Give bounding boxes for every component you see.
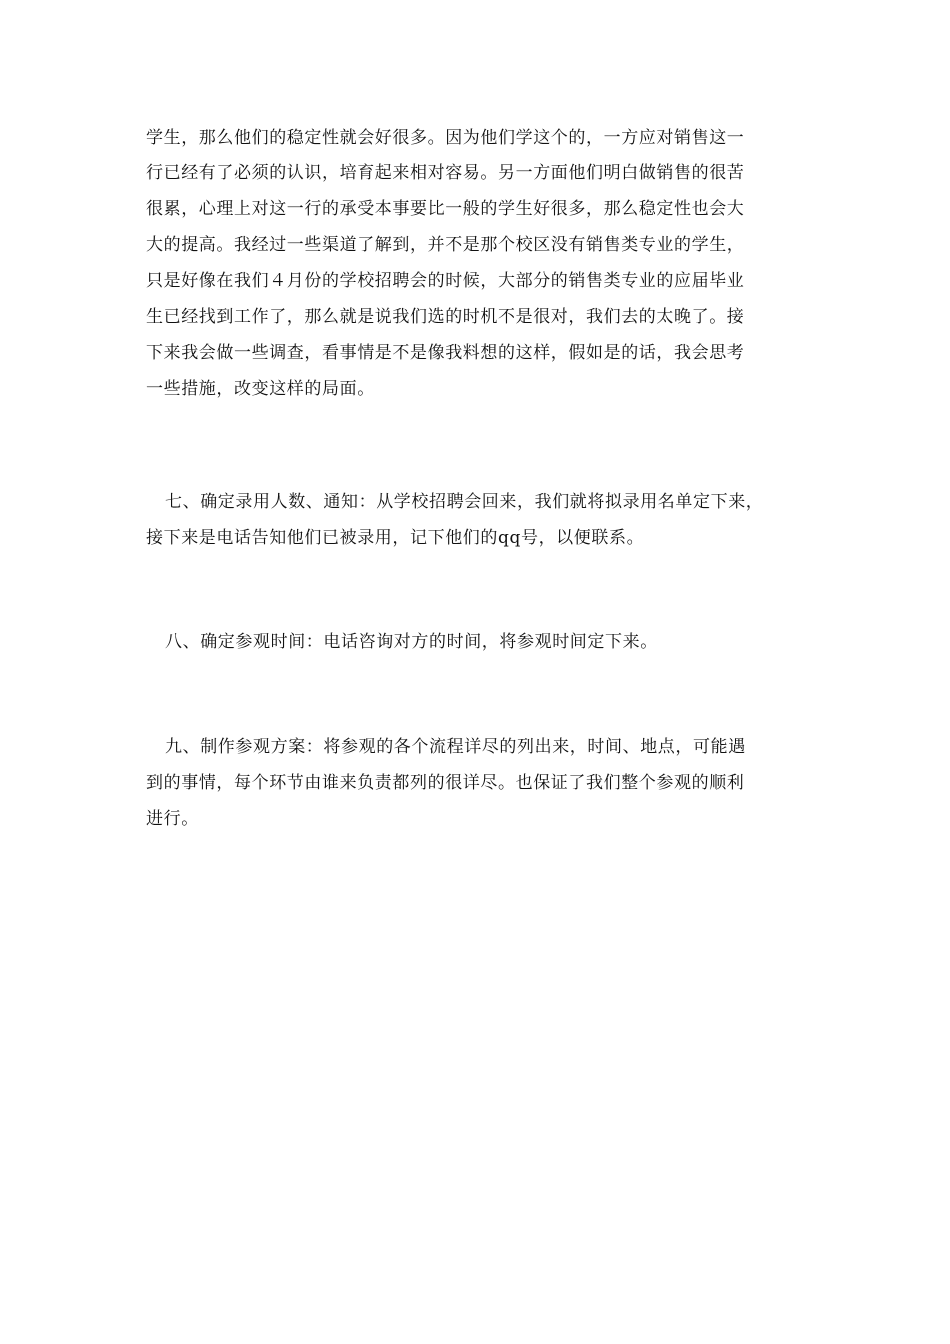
text-line: 七、确定录用人数、通知：从学校招聘会回来，我们就将拟录用名单定下来，	[165, 492, 764, 512]
text-line: 很累，心理上对这一行的承受本事要比一般的学生好很多，那么稳定性也会大	[146, 199, 745, 219]
text-line: 学生，那么他们的稳定性就会好很多。因为他们学这个的，一方应对销售这一	[146, 128, 745, 148]
text-line: 九、制作参观方案：将参观的各个流程详尽的列出来，时间、地点，可能遇	[165, 737, 746, 757]
text-line: 一些措施，改变这样的局面。	[146, 379, 375, 399]
text-line: 八、确定参观时间：电话咨询对方的时间，将参观时间定下来。	[165, 632, 658, 652]
text-line: 下来我会做一些调查，看事情是不是像我料想的这样，假如是的话，我会思考	[146, 343, 745, 363]
text-line: 生已经找到工作了，那么就是说我们选的时机不是很对，我们去的太晚了。接	[146, 307, 745, 327]
text-line: 到的事情，每个环节由谁来负责都列的很详尽。也保证了我们整个参观的顺利	[146, 773, 745, 793]
text-line: 接下来是电话告知他们已被录用，记下他们的qq号，以便联系。	[146, 528, 645, 548]
text-line: 只是好像在我们４月份的学校招聘会的时候，大部分的销售类专业的应届毕业	[146, 271, 745, 291]
text-line: 大的提高。我经过一些渠道了解到，并不是那个校区没有销售类专业的学生，	[146, 235, 745, 255]
text-line: 行已经有了必须的认识，培育起来相对容易。另一方面他们明白做销售的很苦	[146, 163, 745, 183]
text-line: 进行。	[146, 809, 199, 829]
